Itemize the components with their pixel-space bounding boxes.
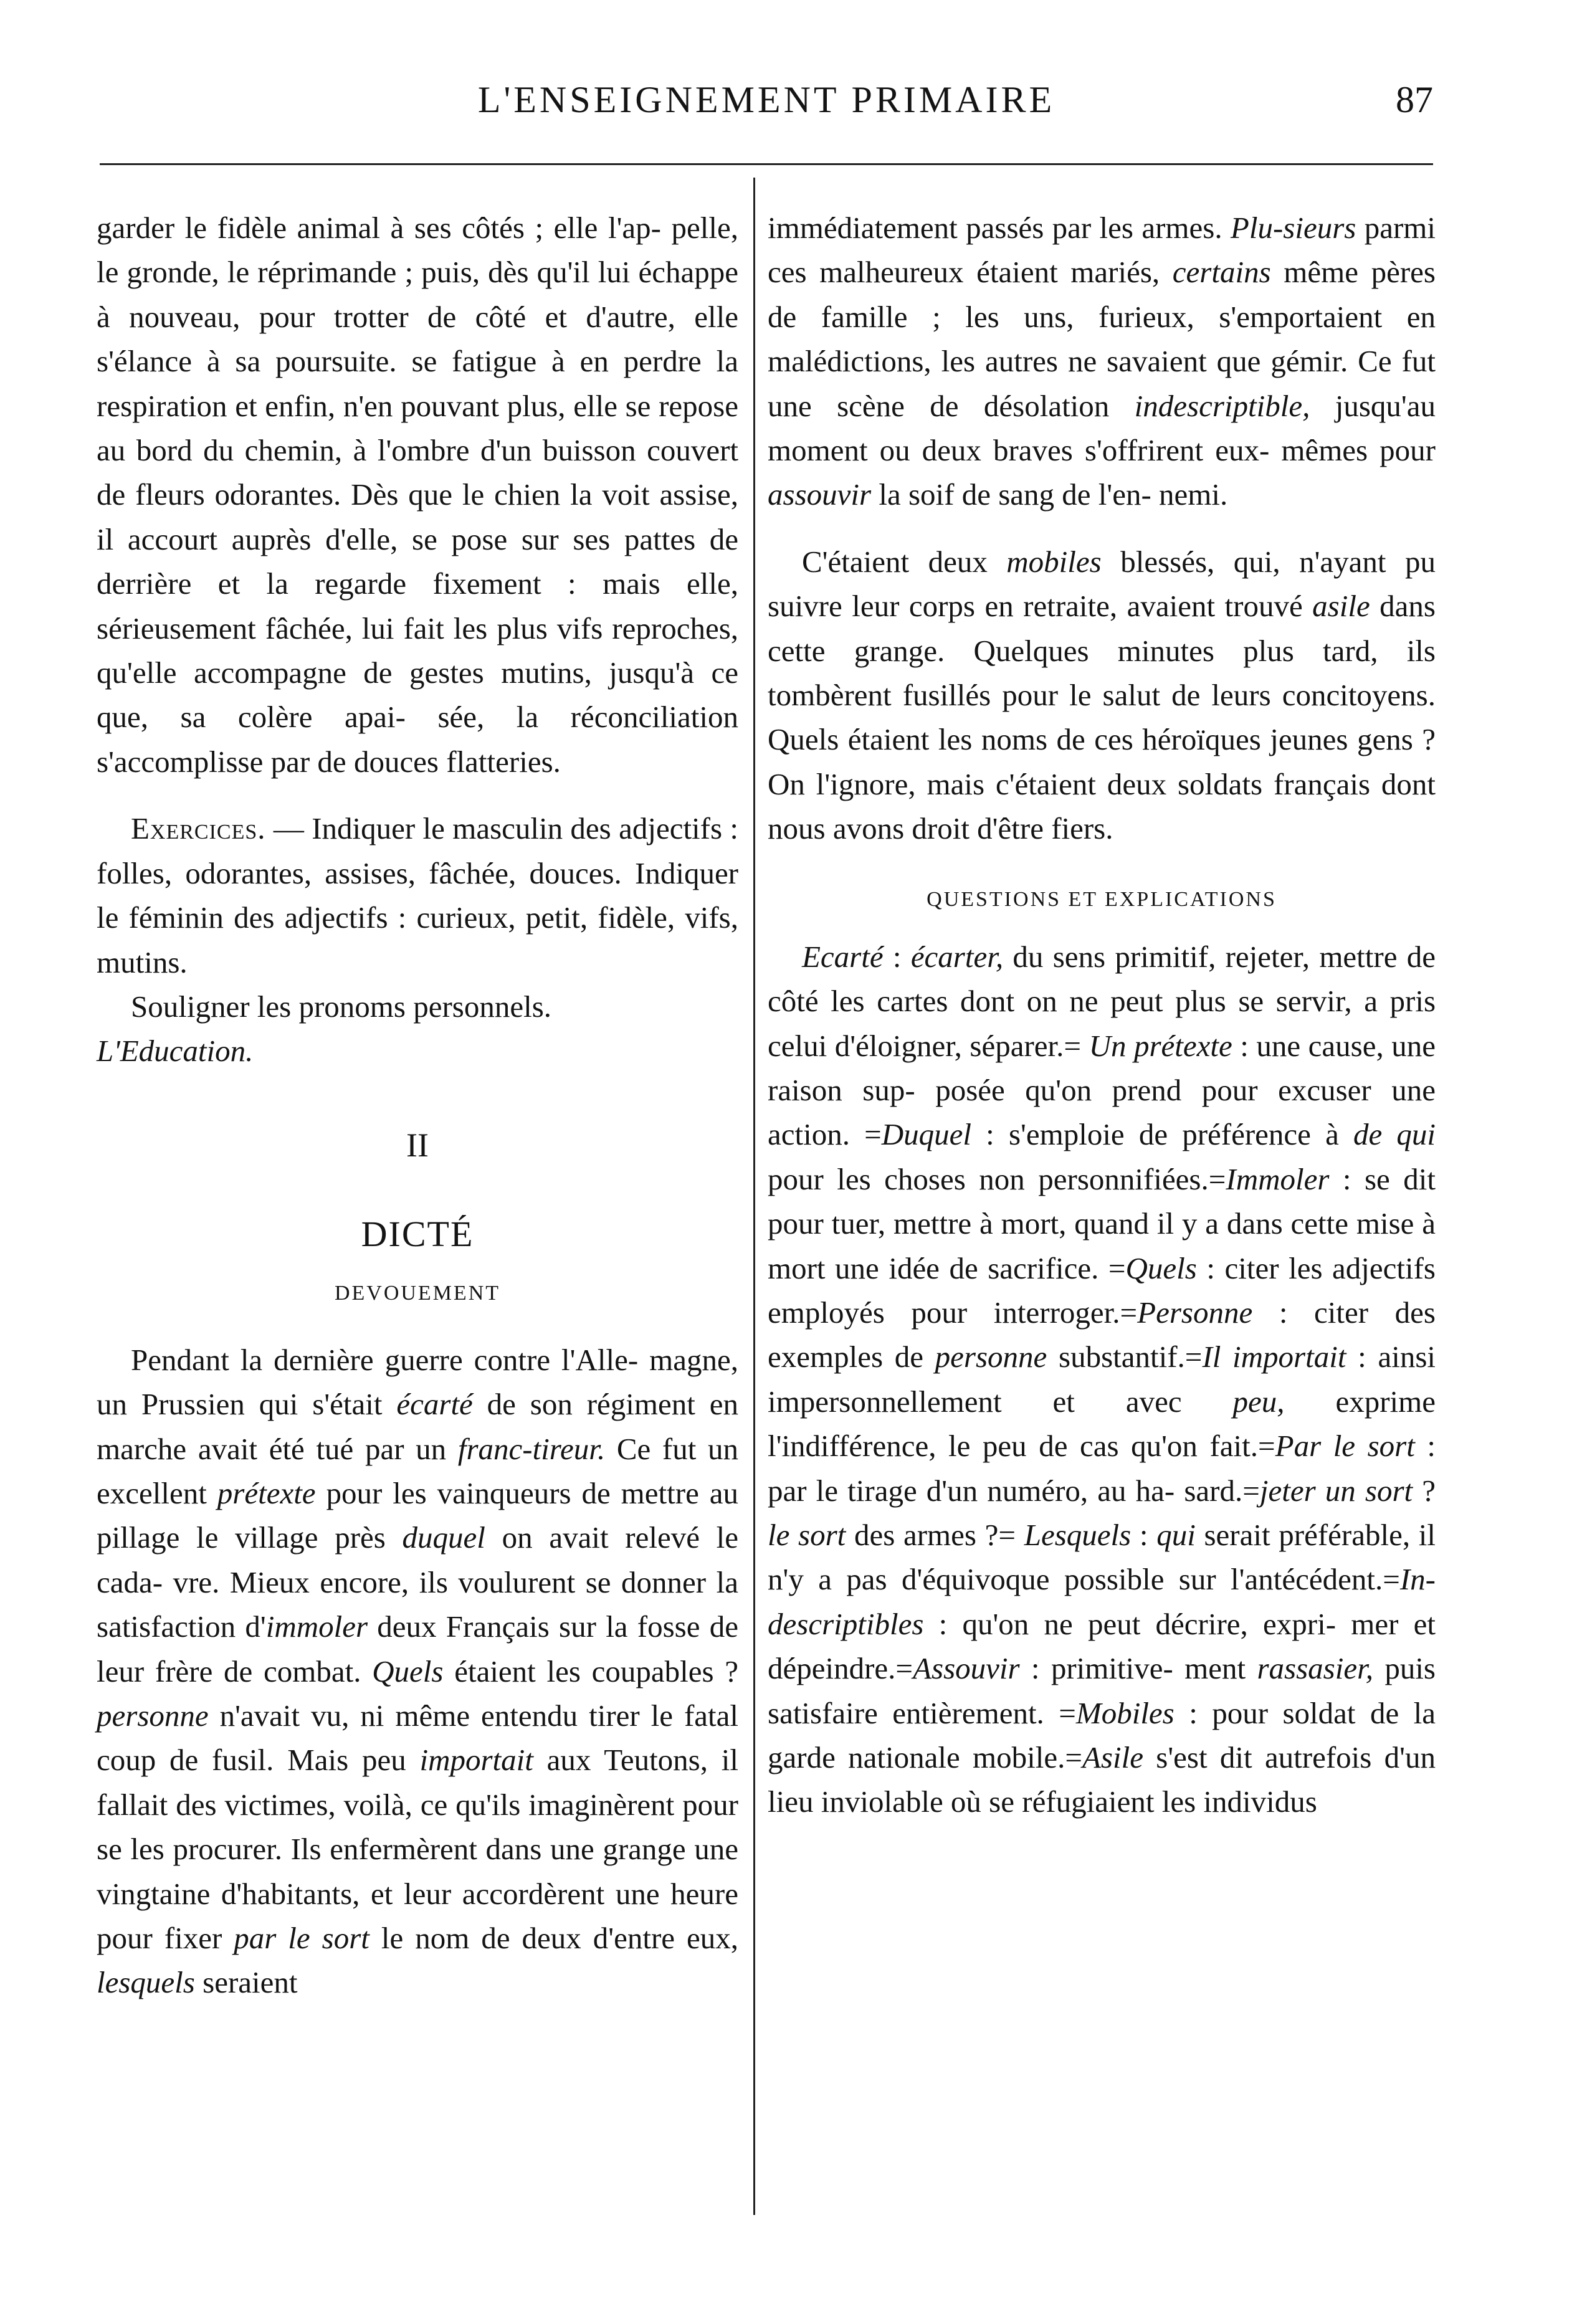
text-run: gestes mutins, jusqu'à ce que, sa colère apai- (97, 655, 738, 735)
text-run: dans cette mise à mort une idée de sacrifice. (768, 1206, 1436, 1285)
text-run: le salut de leurs concitoyens. Quels étaient (768, 678, 1436, 757)
italic-term: mobiles (1006, 544, 1102, 579)
text-run: : (1131, 1517, 1157, 1552)
italic-term: Lesquels (1024, 1517, 1132, 1552)
text-run: moment ou deux braves s'offrirent eux- (768, 433, 1270, 468)
text-run: pour les vainqueurs de mettre au pillage le (97, 1475, 738, 1555)
text-run: n'en pouvant plus, elle se repose au bord du (97, 388, 738, 468)
text-run: la soif de sang de l'en- (871, 477, 1151, 512)
text-run: la satisfaction d' (97, 1564, 738, 1644)
italic-term: personne (97, 1698, 209, 1733)
italic-term: Ecarté (802, 939, 884, 974)
italic-term: qui (1156, 1517, 1196, 1552)
text-run: de son (472, 1387, 573, 1422)
text-run: exprime (1284, 1384, 1436, 1419)
text-run: seraient (194, 1965, 298, 2000)
italic-term: le sort (768, 1517, 846, 1552)
text-run: immédiatement passés par les armes. (768, 211, 1231, 245)
italic-term: franc-tireur. (457, 1431, 606, 1466)
text-run: douces flatteries. (353, 744, 561, 779)
text-run: scène de désolation (837, 388, 1135, 423)
italic-term: In- (1399, 1562, 1436, 1597)
italic-term: prétexte (217, 1475, 316, 1510)
text-run: mêmes pour (1281, 433, 1436, 468)
text-run: : primitive- (1019, 1651, 1173, 1686)
italic-term: Personne (1137, 1295, 1253, 1330)
text-run: = (1108, 1250, 1126, 1285)
text-run: autres ne savaient que gémir. Ce fut une (768, 344, 1436, 423)
italic-term: Mobiles (1075, 1695, 1175, 1730)
text-run: même pères de famille ; les uns, (768, 255, 1436, 334)
text-run: pour les choses non personnifiées.= (768, 1161, 1226, 1196)
section-subtitle: DEVOUEMENT (334, 1281, 501, 1305)
text-run: l'indifférence, le peu de cas qu'on fait.= (768, 1429, 1275, 1464)
italic-term: de qui (1353, 1117, 1436, 1152)
text-run: se servir, a pris celui d'éloigner, séparer.= (768, 984, 1436, 1063)
text-run: Ce fut un excellent (97, 1431, 738, 1510)
dictation-continuation (768, 206, 1436, 517)
text-run: : une cause, une raison sup- (768, 1028, 1436, 1107)
text-run: pu suivre leur corps en retraite, avaient (768, 544, 1436, 624)
text-run: Mais peu (287, 1743, 420, 1778)
text-run: ment (1184, 1651, 1257, 1686)
text-run: curieux, petit, fidèle, vifs, mutins. (97, 900, 738, 979)
text-run: sée, la réconciliation s'accomplisse par de (97, 700, 739, 779)
text-run: magne, un Prussien qui s'était (97, 1342, 738, 1422)
italic-term: Quels (1125, 1250, 1197, 1285)
text-run: — Indiquer le masculin des (265, 811, 611, 846)
text-run: parmi ces malheureux étaient mariés, (768, 211, 1436, 290)
text-run: l'ignore, mais c'étaient deux soldats français (816, 766, 1371, 801)
text-run: deux Français sur (368, 1609, 596, 1644)
text-run: se fatigue à en perdre la respiration et enfin, (97, 344, 738, 423)
text-run: du sens primitif, rejeter, (1003, 939, 1310, 974)
text-run: dont nous avons droit d'être fiers. (768, 766, 1436, 846)
italic-term: Duquel (881, 1117, 972, 1152)
italic-term: immoler (265, 1609, 368, 1644)
text-run: puis satisfaire entièrement. (768, 1651, 1436, 1730)
text-run: mer et dépeindre.= (768, 1606, 1436, 1686)
text-run: : (883, 939, 911, 974)
text-run: : par le tirage d'un numéro, au ha- (768, 1429, 1436, 1508)
text-run: inviolable où se réfugiaient les individus (821, 1784, 1317, 1819)
text-run: plus vifs reproches, qu'elle accompagne de (97, 611, 739, 690)
italic-term: peu, (1232, 1384, 1285, 1419)
text-run: des armes ?= (846, 1517, 1016, 1552)
section-title: DICTÉ (361, 1213, 474, 1254)
text-run: s'est dit autrefois d'un lieu (768, 1740, 1436, 1819)
text-run: étaient les coupables ? (454, 1654, 739, 1688)
italic-term: descriptibles (768, 1606, 924, 1641)
text-run: pour se les procurer. Ils enfermèrent dans (97, 1787, 738, 1867)
text-run: : ainsi (1346, 1340, 1436, 1374)
running-header (100, 72, 1433, 128)
text-run: posée qu'on prend pour excuser une action. (768, 1072, 1436, 1152)
italic-term: asile (1312, 589, 1370, 624)
text-run: de (894, 1340, 935, 1374)
italic-term: par le sort (234, 1921, 369, 1955)
text-run: côté et d'autre, elle s'élance à sa poursuite. (97, 299, 738, 379)
italic-term: certains (1172, 255, 1271, 290)
text-run: mais elle, sérieusement fâchée, lui fait les (97, 566, 739, 645)
italic-term: écarter, (910, 939, 1004, 974)
text-run: substantif.= (1047, 1340, 1203, 1374)
italic-term: duquel (402, 1520, 485, 1555)
italic-term: Un prétexte (1089, 1028, 1232, 1063)
source-attribution (97, 1029, 738, 1073)
text-run: ses pattes de derrière et la regarde fixement : (97, 521, 738, 601)
text-run: : qu'on ne peut décrire, expri- (923, 1606, 1337, 1641)
text-run: mettre de côté les cartes dont on ne peut plus (768, 939, 1436, 1019)
text-run: assise, il accourt auprès d'elle, se pose sur (97, 477, 739, 556)
text-run: une grange une vingtaine d'habitants, et leur (97, 1832, 738, 1911)
text-run: nemi. (1159, 477, 1228, 512)
text-run: trouvé (1224, 589, 1313, 624)
text-run: ? (1413, 1473, 1436, 1508)
left-column (97, 206, 738, 2005)
text-run: : citer des exemples (768, 1295, 1436, 1374)
italic-term: assouvir (768, 477, 872, 512)
italic-term: Quels (372, 1654, 444, 1688)
text-run: des victimes, voilà, ce qu'ils imaginèrent (176, 1787, 675, 1822)
italic-term: personne (935, 1340, 1047, 1374)
text-run: dans cette grange. Quelques (768, 589, 1436, 668)
text-run: garder le fidèle animal à ses côtés ; elle l'ap- (97, 211, 661, 245)
italic-term: jeter un sort (1259, 1473, 1413, 1508)
italic-term: Assouvir (913, 1651, 1020, 1686)
italic-term: le sort (1333, 1429, 1415, 1464)
text-run: on avait relevé le cada- (97, 1520, 739, 1599)
text-paragraph (97, 206, 738, 784)
right-column (768, 206, 1436, 1824)
text-run: minutes plus tard, ils tombèrent fusillés pour (768, 633, 1436, 713)
italic-term: rassasier, (1257, 1651, 1373, 1686)
text-run: : (1329, 1161, 1351, 1196)
exercise-label: Exercices. (131, 811, 266, 846)
text-run: qu'il lui échappe à nouveau, pour trotter de (97, 255, 738, 334)
text-run: = (864, 1117, 882, 1152)
text-run: impersonnellement et avec (768, 1384, 1233, 1419)
text-run: la fosse de leur frère de combat. (97, 1609, 738, 1688)
text-run: chemin, à l'ombre d'un buisson couvert de (97, 433, 739, 512)
text-run: se dit pour tuer, mettre à mort, quand il y a (768, 1161, 1436, 1241)
text-run: adjectifs : folles, odorantes, assises, fâchée, (97, 811, 738, 890)
instruction-line: Souligner les pronoms personnels. (131, 989, 552, 1024)
text-run: furieux, s'emportaient en malédictions, les (768, 299, 1436, 379)
italic-term: sieurs (1283, 211, 1356, 245)
text-run: pelle, le gronde, le réprimande ; puis, dès (97, 211, 738, 290)
text-run: le nom de deux d'entre eux, (381, 1921, 738, 1955)
text-run: village près (235, 1520, 403, 1555)
italic-term: Par (1275, 1429, 1322, 1464)
text-run: fleurs odorantes. Dès que le chien la voit (135, 477, 650, 512)
italic-term: écarté (396, 1387, 473, 1422)
italic-term: indescriptible, (1134, 388, 1310, 423)
text-run: C'étaient deux (802, 544, 1007, 579)
questions-heading: QUESTIONS ET EXPLICATIONS (927, 887, 1277, 911)
page-number: 87 (1396, 79, 1433, 120)
italic-term: L'Education. (97, 1034, 254, 1069)
text-run: les noms de ces héroïques jeunes gens ? On (768, 722, 1436, 801)
explanations-paragraph (768, 935, 1436, 1824)
italic-term: lesquels (97, 1965, 195, 2000)
dictation-paragraph-2 (768, 540, 1436, 851)
text-run: interroger.= (993, 1295, 1138, 1330)
text-run: blessés, qui, n'ayant (1101, 544, 1386, 579)
italic-term: importait (419, 1743, 533, 1778)
text-run: : citer les adjectifs employés pour (768, 1250, 1436, 1330)
text-run: jusqu'au (1310, 388, 1436, 423)
text-run: ni même entendu tirer le fatal coup de fusil. (97, 1698, 738, 1778)
text-run: : pour soldat de la garde nationale (768, 1695, 1436, 1774)
text-run: vre. Mieux encore, ils voulurent se donner (173, 1564, 707, 1599)
italic-term: Immoler (1226, 1161, 1330, 1196)
running-title: L'ENSEIGNEMENT PRIMAIRE (477, 79, 1055, 120)
text-run: = (1059, 1695, 1076, 1730)
header-rule (100, 163, 1433, 165)
text-run: régiment en marche avait été tué par un (97, 1387, 739, 1466)
text-run: douces. Indiquer le féminin des adjectifs : (97, 855, 739, 935)
italic-term: Asile (1082, 1740, 1143, 1774)
text-run: d'équivoque possible sur l'antécédent.= (902, 1562, 1400, 1597)
text-run: Pendant la dernière guerre contre l'Alle- (131, 1342, 639, 1377)
text-run: accordèrent une heure pour fixer (97, 1876, 738, 1955)
italic-term: Plu- (1230, 211, 1284, 245)
column-divider (753, 178, 755, 2215)
italic-term: Il importait (1202, 1340, 1346, 1374)
exercise-paragraph (97, 806, 738, 984)
section-number: II (406, 1126, 429, 1164)
text-run: n'avait vu, (208, 1698, 350, 1733)
text-run: serait préférable, il n'y a pas (768, 1517, 1436, 1597)
dictation-paragraph (97, 1338, 738, 2005)
text-run: : s'emploie de préférence à (971, 1117, 1353, 1152)
text-run: aux Teutons, il fallait (97, 1743, 738, 1822)
text-run: sard.= (1184, 1473, 1260, 1508)
text-run: mobile.= (973, 1740, 1082, 1774)
